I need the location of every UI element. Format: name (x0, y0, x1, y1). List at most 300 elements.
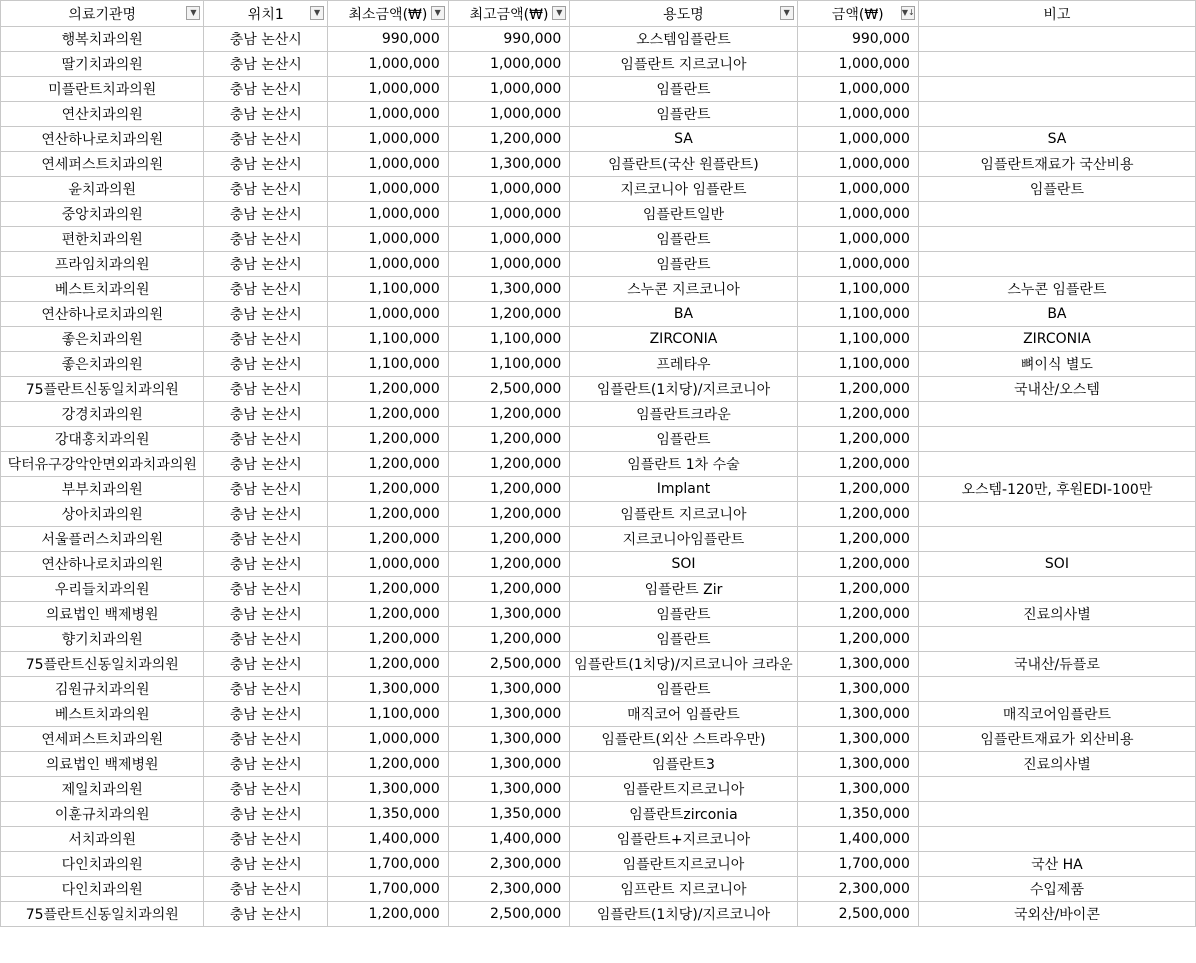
cell-remarks[interactable] (918, 527, 1195, 552)
cell-price[interactable]: 1,100,000 (797, 352, 918, 377)
cell-min-price[interactable]: 1,200,000 (328, 577, 449, 602)
cell-institution-name[interactable]: 연산치과의원 (1, 102, 204, 127)
cell-min-price[interactable]: 1,000,000 (328, 302, 449, 327)
cell-location[interactable]: 충남 논산시 (204, 827, 328, 852)
cell-purpose-name[interactable]: 임플란트일반 (570, 202, 797, 227)
cell-purpose-name[interactable]: 임플란트zirconia (570, 802, 797, 827)
cell-remarks[interactable] (918, 777, 1195, 802)
cell-purpose-name[interactable]: 임플란트3 (570, 752, 797, 777)
cell-remarks[interactable]: 국내산/듀플로 (918, 652, 1195, 677)
cell-institution-name[interactable]: 좋은치과의원 (1, 352, 204, 377)
column-header-location[interactable] (204, 1, 328, 27)
cell-price[interactable]: 1,000,000 (797, 202, 918, 227)
cell-institution-name[interactable]: 강경치과의원 (1, 402, 204, 427)
table-row (1, 177, 1196, 202)
cell-purpose-name[interactable]: 임플란트(1치당)/지르코니아 (570, 377, 797, 402)
cell-institution-name[interactable]: 베스트치과의원 (1, 277, 204, 302)
filter-dropdown-icon[interactable]: ▼ (310, 6, 324, 20)
cell-min-price[interactable]: 1,100,000 (328, 327, 449, 352)
cell-min-price[interactable]: 1,000,000 (328, 227, 449, 252)
cell-location[interactable]: 충남 논산시 (204, 702, 328, 727)
cell-min-price[interactable]: 1,000,000 (328, 177, 449, 202)
column-header-label: 금액(₩) (831, 6, 884, 23)
cell-location[interactable]: 충남 논산시 (204, 527, 328, 552)
cell-remarks[interactable]: 스누콘 임플란트 (918, 277, 1195, 302)
cell-max-price[interactable]: 1,300,000 (448, 752, 570, 777)
cell-location[interactable]: 충남 논산시 (204, 802, 328, 827)
cell-min-price[interactable]: 1,200,000 (328, 527, 449, 552)
cell-institution-name[interactable]: 상아치과의원 (1, 502, 204, 527)
column-header-price[interactable] (797, 1, 918, 27)
table-body (1, 27, 1196, 927)
cell-institution-name[interactable]: 딸기치과의원 (1, 52, 204, 77)
cell-remarks[interactable] (918, 77, 1195, 102)
table-row (1, 127, 1196, 152)
cell-price[interactable]: 1,200,000 (797, 452, 918, 477)
cell-purpose-name[interactable]: 임플란트 (570, 77, 797, 102)
cell-max-price[interactable]: 1,200,000 (448, 127, 570, 152)
filter-dropdown-icon[interactable]: ▼ (186, 6, 200, 20)
cell-location[interactable]: 충남 논산시 (204, 277, 328, 302)
cell-max-price[interactable]: 1,100,000 (448, 352, 570, 377)
cell-institution-name[interactable]: 부부치과의원 (1, 477, 204, 502)
cell-remarks[interactable] (918, 577, 1195, 602)
filter-dropdown-icon[interactable]: ▼ (780, 6, 794, 20)
cell-location[interactable]: 충남 논산시 (204, 352, 328, 377)
cell-min-price[interactable]: 1,200,000 (328, 902, 449, 927)
cell-institution-name[interactable]: 연세퍼스트치과의원 (1, 152, 204, 177)
cell-max-price[interactable]: 1,200,000 (448, 527, 570, 552)
cell-price[interactable]: 990,000 (797, 27, 918, 52)
cell-max-price[interactable]: 2,500,000 (448, 902, 570, 927)
column-header-label: 최고금액(₩) (469, 6, 549, 23)
cell-price[interactable]: 1,400,000 (797, 827, 918, 852)
cell-purpose-name[interactable]: 임플란트 (570, 677, 797, 702)
cell-institution-name[interactable]: 이훈규치과의원 (1, 802, 204, 827)
cell-price[interactable]: 1,000,000 (797, 77, 918, 102)
cell-remarks[interactable] (918, 802, 1195, 827)
cell-location[interactable]: 충남 논산시 (204, 252, 328, 277)
cell-institution-name[interactable]: 연산하나로치과의원 (1, 127, 204, 152)
table-row (1, 227, 1196, 252)
table-row (1, 377, 1196, 402)
cell-remarks[interactable]: 임플란트재료가 외산비용 (918, 727, 1195, 752)
cell-max-price[interactable]: 1,200,000 (448, 452, 570, 477)
cell-purpose-name[interactable]: 임플란트+지르코니아 (570, 827, 797, 852)
cell-price[interactable]: 1,000,000 (797, 127, 918, 152)
cell-max-price[interactable]: 1,300,000 (448, 602, 570, 627)
cell-location[interactable]: 충남 논산시 (204, 177, 328, 202)
cell-price[interactable]: 1,200,000 (797, 502, 918, 527)
cell-location[interactable]: 충남 논산시 (204, 152, 328, 177)
cell-price[interactable]: 1,200,000 (797, 427, 918, 452)
cell-remarks[interactable] (918, 227, 1195, 252)
cell-remarks[interactable] (918, 102, 1195, 127)
table-row (1, 752, 1196, 777)
table-row (1, 527, 1196, 552)
cell-price[interactable]: 1,200,000 (797, 402, 918, 427)
table-row (1, 802, 1196, 827)
table-row (1, 552, 1196, 577)
cell-purpose-name[interactable]: 임플란트 (570, 102, 797, 127)
cell-institution-name[interactable]: 베스트치과의원 (1, 702, 204, 727)
cell-purpose-name[interactable]: 임플란트 1차 수술 (570, 452, 797, 477)
cell-price[interactable]: 1,700,000 (797, 852, 918, 877)
cell-location[interactable]: 충남 논산시 (204, 852, 328, 877)
cell-location[interactable]: 충남 논산시 (204, 52, 328, 77)
cell-institution-name[interactable]: 닥터유구강악안면외과치과의원 (1, 452, 204, 477)
table-row (1, 152, 1196, 177)
cell-purpose-name[interactable]: 지르코니아임플란트 (570, 527, 797, 552)
cell-purpose-name[interactable]: 임플란트지르코니아 (570, 852, 797, 877)
cell-price[interactable]: 1,200,000 (797, 552, 918, 577)
cell-price[interactable]: 1,300,000 (797, 677, 918, 702)
column-header-label: 최소금액(₩) (348, 6, 428, 23)
table-row (1, 302, 1196, 327)
column-header-institution-name[interactable] (1, 1, 204, 27)
table-row (1, 627, 1196, 652)
cell-remarks[interactable] (918, 502, 1195, 527)
table-row (1, 852, 1196, 877)
cell-min-price[interactable]: 1,000,000 (328, 152, 449, 177)
cell-max-price[interactable]: 1,000,000 (448, 77, 570, 102)
column-header-label: 비고 (1043, 6, 1071, 23)
cell-price[interactable]: 1,100,000 (797, 277, 918, 302)
cell-price[interactable]: 1,000,000 (797, 177, 918, 202)
cell-purpose-name[interactable]: 임프란트 지르코니아 (570, 877, 797, 902)
cell-max-price[interactable]: 1,200,000 (448, 577, 570, 602)
cell-institution-name[interactable]: 향기치과의원 (1, 627, 204, 652)
table-row (1, 702, 1196, 727)
cell-price[interactable]: 1,300,000 (797, 752, 918, 777)
cell-max-price[interactable]: 1,000,000 (448, 227, 570, 252)
cell-institution-name[interactable]: 의료법인 백제병원 (1, 602, 204, 627)
cell-min-price[interactable]: 1,300,000 (328, 777, 449, 802)
cell-price[interactable]: 1,300,000 (797, 727, 918, 752)
cell-location[interactable]: 충남 논산시 (204, 502, 328, 527)
cell-purpose-name[interactable]: SA (570, 127, 797, 152)
cell-max-price[interactable]: 990,000 (448, 27, 570, 52)
cell-remarks[interactable] (918, 202, 1195, 227)
cell-price[interactable]: 1,200,000 (797, 477, 918, 502)
cell-price[interactable]: 1,200,000 (797, 377, 918, 402)
cell-institution-name[interactable]: 프라임치과의원 (1, 252, 204, 277)
cell-purpose-name[interactable]: 임플란트크라운 (570, 402, 797, 427)
cell-purpose-name[interactable]: 매직코어 임플란트 (570, 702, 797, 727)
cell-max-price[interactable]: 1,000,000 (448, 202, 570, 227)
cell-price[interactable]: 1,350,000 (797, 802, 918, 827)
cell-min-price[interactable]: 1,700,000 (328, 852, 449, 877)
cell-max-price[interactable]: 1,300,000 (448, 777, 570, 802)
cell-institution-name[interactable]: 미플란트치과의원 (1, 77, 204, 102)
cell-max-price[interactable]: 1,300,000 (448, 152, 570, 177)
cell-price[interactable]: 1,100,000 (797, 302, 918, 327)
cell-min-price[interactable]: 1,100,000 (328, 352, 449, 377)
cell-max-price[interactable]: 1,400,000 (448, 827, 570, 852)
cell-remarks[interactable] (918, 252, 1195, 277)
cell-price[interactable]: 1,200,000 (797, 527, 918, 552)
cell-max-price[interactable]: 1,300,000 (448, 702, 570, 727)
cell-location[interactable]: 충남 논산시 (204, 577, 328, 602)
table-row (1, 652, 1196, 677)
cell-institution-name[interactable]: 좋은치과의원 (1, 327, 204, 352)
cell-min-price[interactable]: 1,000,000 (328, 727, 449, 752)
cell-max-price[interactable]: 2,500,000 (448, 652, 570, 677)
cell-min-price[interactable]: 1,200,000 (328, 602, 449, 627)
cell-max-price[interactable]: 1,200,000 (448, 302, 570, 327)
cell-remarks[interactable] (918, 27, 1195, 52)
cell-min-price[interactable]: 1,400,000 (328, 827, 449, 852)
cell-max-price[interactable]: 2,300,000 (448, 852, 570, 877)
cell-min-price[interactable]: 1,000,000 (328, 252, 449, 277)
cell-location[interactable]: 충남 논산시 (204, 327, 328, 352)
cell-location[interactable]: 충남 논산시 (204, 677, 328, 702)
cell-institution-name[interactable]: 윤치과의원 (1, 177, 204, 202)
cell-max-price[interactable]: 1,200,000 (448, 427, 570, 452)
cell-max-price[interactable]: 1,200,000 (448, 552, 570, 577)
cell-location[interactable]: 충남 논산시 (204, 127, 328, 152)
cell-min-price[interactable]: 1,700,000 (328, 877, 449, 902)
cell-max-price[interactable]: 1,300,000 (448, 727, 570, 752)
table-row (1, 727, 1196, 752)
cell-institution-name[interactable]: 서울플러스치과의원 (1, 527, 204, 552)
cell-institution-name[interactable]: 연산하나로치과의원 (1, 302, 204, 327)
cell-institution-name[interactable]: 강대홍치과의원 (1, 427, 204, 452)
cell-purpose-name[interactable]: 스누콘 지르코니아 (570, 277, 797, 302)
cell-purpose-name[interactable]: 임플란트 (570, 627, 797, 652)
cell-purpose-name[interactable]: 임플란트(국산 원플란트) (570, 152, 797, 177)
cell-remarks[interactable]: 수입제품 (918, 877, 1195, 902)
cell-purpose-name[interactable]: 프레타우 (570, 352, 797, 377)
cell-remarks[interactable] (918, 677, 1195, 702)
cell-min-price[interactable]: 1,200,000 (328, 427, 449, 452)
cell-purpose-name[interactable]: Implant (570, 477, 797, 502)
cell-price[interactable]: 1,000,000 (797, 152, 918, 177)
filter-dropdown-icon[interactable]: ▼ (431, 6, 445, 20)
table-row (1, 52, 1196, 77)
cell-price[interactable]: 1,200,000 (797, 577, 918, 602)
cell-location[interactable]: 충남 논산시 (204, 727, 328, 752)
cell-min-price[interactable]: 1,300,000 (328, 677, 449, 702)
cell-location[interactable]: 충남 논산시 (204, 377, 328, 402)
cell-min-price[interactable]: 1,200,000 (328, 377, 449, 402)
cell-remarks[interactable] (918, 827, 1195, 852)
column-header-purpose-name[interactable] (570, 1, 797, 27)
cell-institution-name[interactable]: 서치과의원 (1, 827, 204, 852)
cell-remarks[interactable]: 국내산/오스템 (918, 377, 1195, 402)
cell-institution-name[interactable]: 75플란트신동일치과의원 (1, 377, 204, 402)
cell-max-price[interactable]: 1,100,000 (448, 327, 570, 352)
cell-institution-name[interactable]: 편한치과의원 (1, 227, 204, 252)
table-row (1, 452, 1196, 477)
cell-remarks[interactable]: 뼈이식 별도 (918, 352, 1195, 377)
cell-purpose-name[interactable]: 임플란트 (570, 427, 797, 452)
cell-location[interactable]: 충남 논산시 (204, 77, 328, 102)
cell-location[interactable]: 충남 논산시 (204, 652, 328, 677)
column-header-remarks[interactable] (918, 1, 1195, 27)
cell-institution-name[interactable]: 우리들치과의원 (1, 577, 204, 602)
cell-price[interactable]: 2,300,000 (797, 877, 918, 902)
cell-min-price[interactable]: 1,350,000 (328, 802, 449, 827)
cell-institution-name[interactable]: 의료법인 백제병원 (1, 752, 204, 777)
cell-min-price[interactable]: 1,000,000 (328, 52, 449, 77)
cell-remarks[interactable] (918, 52, 1195, 77)
cell-remarks[interactable]: SA (918, 127, 1195, 152)
table-row (1, 577, 1196, 602)
cell-remarks[interactable]: 오스템-120만, 후원EDI-100만 (918, 477, 1195, 502)
cell-location[interactable]: 충남 논산시 (204, 302, 328, 327)
cell-institution-name[interactable]: 제일치과의원 (1, 777, 204, 802)
cell-remarks[interactable]: 임플란트재료가 국산비용 (918, 152, 1195, 177)
cell-max-price[interactable]: 1,000,000 (448, 252, 570, 277)
cell-max-price[interactable]: 2,500,000 (448, 377, 570, 402)
cell-price[interactable]: 1,300,000 (797, 702, 918, 727)
cell-purpose-name[interactable]: 임플란트 Zir (570, 577, 797, 602)
cell-institution-name[interactable]: 연산하나로치과의원 (1, 552, 204, 577)
cell-purpose-name[interactable]: 지르코니아 임플란트 (570, 177, 797, 202)
cell-remarks[interactable]: SOI (918, 552, 1195, 577)
column-header-label: 의료기관명 (68, 6, 137, 23)
cell-institution-name[interactable]: 행복치과의원 (1, 27, 204, 52)
table-row (1, 777, 1196, 802)
cell-min-price[interactable]: 1,200,000 (328, 402, 449, 427)
cell-min-price[interactable]: 1,200,000 (328, 652, 449, 677)
cell-remarks[interactable]: BA (918, 302, 1195, 327)
cell-institution-name[interactable]: 75플란트신동일치과의원 (1, 902, 204, 927)
cell-location[interactable]: 충남 논산시 (204, 552, 328, 577)
column-header-min-price[interactable] (328, 1, 449, 27)
cell-min-price[interactable]: 1,000,000 (328, 102, 449, 127)
cell-location[interactable]: 충남 논산시 (204, 202, 328, 227)
cell-remarks[interactable] (918, 402, 1195, 427)
cell-purpose-name[interactable]: 임플란트(1치당)/지르코니아 크라운 (570, 652, 797, 677)
cell-location[interactable]: 충남 논산시 (204, 902, 328, 927)
cell-purpose-name[interactable]: 임플란트 지르코니아 (570, 502, 797, 527)
cell-price[interactable]: 1,000,000 (797, 252, 918, 277)
column-header-max-price[interactable] (448, 1, 570, 27)
table-row (1, 477, 1196, 502)
cell-purpose-name[interactable]: ZIRCONIA (570, 327, 797, 352)
cell-location[interactable]: 충남 논산시 (204, 227, 328, 252)
cell-purpose-name[interactable]: 임플란트 (570, 227, 797, 252)
cell-location[interactable]: 충남 논산시 (204, 427, 328, 452)
cell-location[interactable]: 충남 논산시 (204, 752, 328, 777)
cell-max-price[interactable]: 1,200,000 (448, 402, 570, 427)
table-row (1, 427, 1196, 452)
cell-min-price[interactable]: 1,000,000 (328, 127, 449, 152)
cell-price[interactable]: 1,100,000 (797, 327, 918, 352)
cell-purpose-name[interactable]: 임플란트(외산 스트라우만) (570, 727, 797, 752)
cell-location[interactable]: 충남 논산시 (204, 27, 328, 52)
filter-dropdown-icon[interactable]: ▼ (552, 6, 566, 20)
cell-max-price[interactable]: 1,300,000 (448, 677, 570, 702)
table-row (1, 352, 1196, 377)
cell-location[interactable]: 충남 논산시 (204, 877, 328, 902)
cell-min-price[interactable]: 990,000 (328, 27, 449, 52)
cell-max-price[interactable]: 2,300,000 (448, 877, 570, 902)
table-row (1, 252, 1196, 277)
cell-location[interactable]: 충남 논산시 (204, 627, 328, 652)
cell-min-price[interactable]: 1,000,000 (328, 202, 449, 227)
cell-location[interactable]: 충남 논산시 (204, 452, 328, 477)
cell-purpose-name[interactable]: 오스템임플란트 (570, 27, 797, 52)
cell-max-price[interactable]: 1,000,000 (448, 177, 570, 202)
cell-min-price[interactable]: 1,000,000 (328, 77, 449, 102)
cell-min-price[interactable]: 1,200,000 (328, 452, 449, 477)
cell-purpose-name[interactable]: 임플란트 지르코니아 (570, 52, 797, 77)
cell-max-price[interactable]: 1,200,000 (448, 502, 570, 527)
cell-remarks[interactable]: 임플란트 (918, 177, 1195, 202)
cell-remarks[interactable] (918, 627, 1195, 652)
cell-price[interactable]: 1,300,000 (797, 777, 918, 802)
header-row (1, 1, 1196, 27)
cell-price[interactable]: 1,000,000 (797, 52, 918, 77)
cell-remarks[interactable] (918, 427, 1195, 452)
cell-location[interactable]: 충남 논산시 (204, 477, 328, 502)
cell-remarks[interactable]: 국외산/바이콘 (918, 902, 1195, 927)
cell-price[interactable]: 1,300,000 (797, 652, 918, 677)
cell-remarks[interactable]: 진료의사별 (918, 602, 1195, 627)
cell-price[interactable]: 1,200,000 (797, 627, 918, 652)
cell-price[interactable]: 1,000,000 (797, 102, 918, 127)
cell-min-price[interactable]: 1,200,000 (328, 627, 449, 652)
table-row (1, 502, 1196, 527)
sort-filter-icon[interactable]: ▼↓ (901, 6, 915, 20)
cell-max-price[interactable]: 1,350,000 (448, 802, 570, 827)
cell-max-price[interactable]: 1,000,000 (448, 102, 570, 127)
cell-min-price[interactable]: 1,100,000 (328, 277, 449, 302)
cell-institution-name[interactable]: 연세퍼스트치과의원 (1, 727, 204, 752)
cell-purpose-name[interactable]: 임플란트지르코니아 (570, 777, 797, 802)
cell-location[interactable]: 충남 논산시 (204, 777, 328, 802)
cell-institution-name[interactable]: 75플란트신동일치과의원 (1, 652, 204, 677)
cell-price[interactable]: 2,500,000 (797, 902, 918, 927)
cell-location[interactable]: 충남 논산시 (204, 602, 328, 627)
cell-purpose-name[interactable]: 임플란트(1치당)/지르코니아 (570, 902, 797, 927)
cell-remarks[interactable]: 국산 HA (918, 852, 1195, 877)
table-row (1, 27, 1196, 52)
table-row (1, 327, 1196, 352)
cell-purpose-name[interactable]: 임플란트 (570, 252, 797, 277)
cell-max-price[interactable]: 1,200,000 (448, 627, 570, 652)
cell-institution-name[interactable]: 김원규치과의원 (1, 677, 204, 702)
cell-min-price[interactable]: 1,000,000 (328, 552, 449, 577)
cell-location[interactable]: 충남 논산시 (204, 402, 328, 427)
table-row (1, 202, 1196, 227)
cell-purpose-name[interactable]: BA (570, 302, 797, 327)
cell-min-price[interactable]: 1,200,000 (328, 502, 449, 527)
cell-remarks[interactable]: 진료의사별 (918, 752, 1195, 777)
cell-purpose-name[interactable]: SOI (570, 552, 797, 577)
cell-institution-name[interactable]: 다인치과의원 (1, 852, 204, 877)
cell-max-price[interactable]: 1,000,000 (448, 52, 570, 77)
cell-price[interactable]: 1,200,000 (797, 602, 918, 627)
cell-max-price[interactable]: 1,300,000 (448, 277, 570, 302)
cell-institution-name[interactable]: 중앙치과의원 (1, 202, 204, 227)
cell-remarks[interactable]: ZIRCONIA (918, 327, 1195, 352)
cell-location[interactable]: 충남 논산시 (204, 102, 328, 127)
cell-purpose-name[interactable]: 임플란트 (570, 602, 797, 627)
cell-min-price[interactable]: 1,200,000 (328, 477, 449, 502)
cell-remarks[interactable] (918, 452, 1195, 477)
table-row (1, 827, 1196, 852)
cell-remarks[interactable]: 매직코어임플란트 (918, 702, 1195, 727)
cell-price[interactable]: 1,000,000 (797, 227, 918, 252)
cell-min-price[interactable]: 1,200,000 (328, 752, 449, 777)
cell-institution-name[interactable]: 다인치과의원 (1, 877, 204, 902)
cell-max-price[interactable]: 1,200,000 (448, 477, 570, 502)
cell-min-price[interactable]: 1,100,000 (328, 702, 449, 727)
